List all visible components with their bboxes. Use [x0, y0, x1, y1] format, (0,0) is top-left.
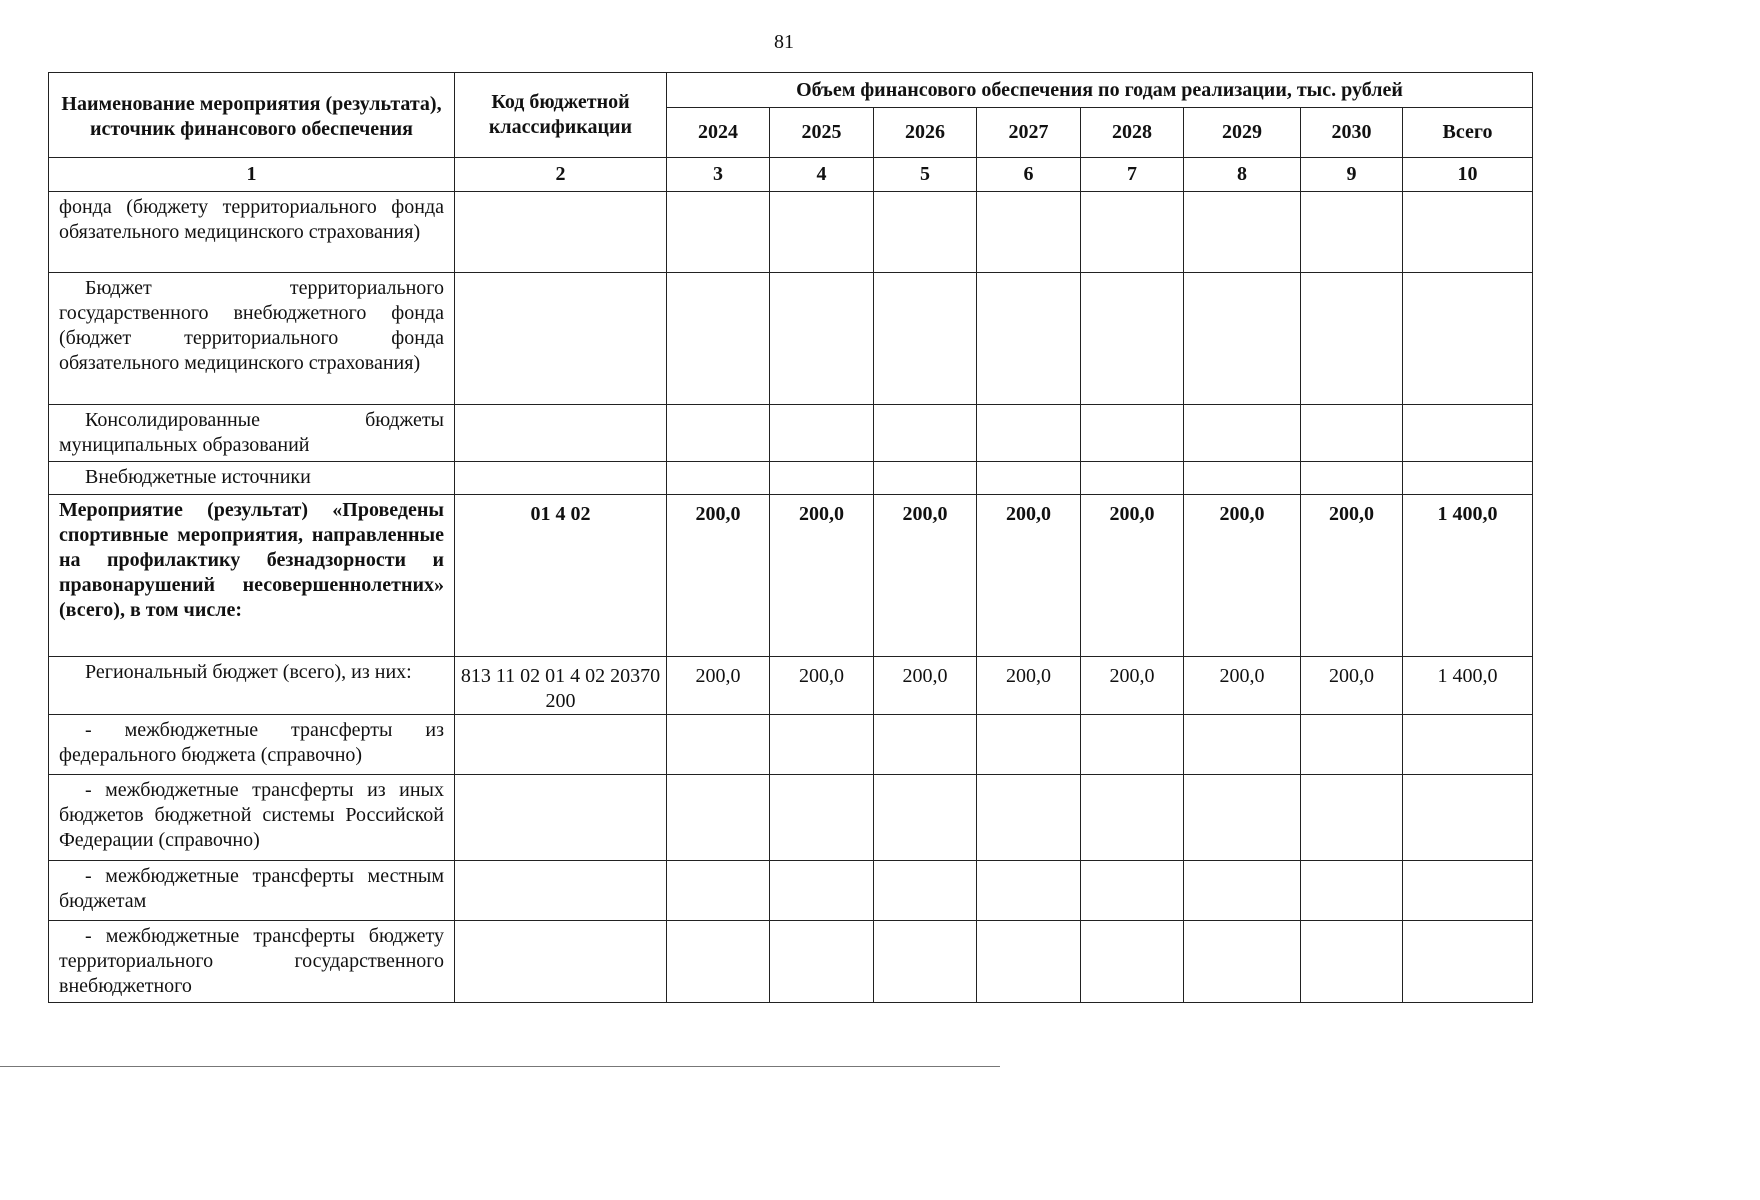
- row-value: 200,0: [667, 495, 770, 657]
- row-value: [977, 462, 1081, 495]
- table-row: [49, 921, 1533, 1003]
- row-name: Бюджет территориального государственного внебюджетного фонда (бюджет территориального фонда обязательного медицинского страхования): [49, 273, 455, 405]
- column-number: 5: [874, 158, 977, 192]
- row-value: 200,0: [770, 495, 874, 657]
- row-value: [770, 192, 874, 273]
- column-number: 4: [770, 158, 874, 192]
- row-value: [1081, 462, 1184, 495]
- header-year: 2028: [1081, 108, 1184, 158]
- row-value: 200,0: [1184, 495, 1301, 657]
- row-value: [1081, 273, 1184, 405]
- table-row: [49, 192, 1533, 273]
- row-code: 813 11 02 01 4 02 20370 200: [455, 657, 667, 715]
- row-value: [1184, 921, 1301, 1003]
- row-value: [874, 861, 977, 921]
- header-year: 2029: [1184, 108, 1301, 158]
- row-value: [1403, 462, 1533, 495]
- row-value: [977, 715, 1081, 775]
- table-row: [49, 405, 1533, 462]
- row-value: [1301, 405, 1403, 462]
- header-year: 2027: [977, 108, 1081, 158]
- row-value: [874, 192, 977, 273]
- row-value: [1081, 861, 1184, 921]
- row-name: Мероприятие (результат) «Проведены спортивные мероприятия, направленные на профилактику безнадзорности и правонарушений несовершеннолетних» (всего), в том числе:: [49, 495, 455, 657]
- row-value: [1081, 715, 1184, 775]
- column-number: 10: [1403, 158, 1533, 192]
- row-value: [1301, 715, 1403, 775]
- column-number: 9: [1301, 158, 1403, 192]
- table-row: [49, 657, 1533, 715]
- header-code-column: Код бюджетной классификации: [455, 73, 667, 158]
- row-value: [770, 273, 874, 405]
- row-value: 200,0: [1301, 495, 1403, 657]
- row-name: Консолидированные бюджеты муниципальных образований: [49, 405, 455, 462]
- row-name: - межбюджетные трансферты из иных бюджетов бюджетной системы Российской Федерации (справочно): [49, 775, 455, 861]
- row-value: [667, 273, 770, 405]
- row-value: 200,0: [874, 657, 977, 715]
- financing-table: [48, 72, 1533, 1003]
- row-code: [455, 715, 667, 775]
- row-value: [1184, 405, 1301, 462]
- row-value: [667, 921, 770, 1003]
- table-row: [49, 495, 1533, 657]
- row-value: [1403, 861, 1533, 921]
- row-value: [874, 273, 977, 405]
- header-year: 2025: [770, 108, 874, 158]
- row-value: [1301, 462, 1403, 495]
- row-value: [977, 861, 1081, 921]
- row-value: [1403, 921, 1533, 1003]
- row-code: [455, 462, 667, 495]
- row-value: [667, 462, 770, 495]
- row-value: 1 400,0: [1403, 495, 1533, 657]
- row-value: [1301, 921, 1403, 1003]
- header-year: 2024: [667, 108, 770, 158]
- row-code: [455, 405, 667, 462]
- column-number: 8: [1184, 158, 1301, 192]
- header-funding-group: Объем финансового обеспечения по годам реализации, тыс. рублей: [667, 73, 1533, 108]
- row-value: [977, 775, 1081, 861]
- row-value: [770, 405, 874, 462]
- row-value: [1184, 462, 1301, 495]
- row-value: [874, 715, 977, 775]
- table-row: [49, 462, 1533, 495]
- row-value: 200,0: [1081, 495, 1184, 657]
- row-value: [667, 861, 770, 921]
- row-name: - межбюджетные трансферты бюджету территориального государственного внебюджетного: [49, 921, 455, 1003]
- row-code: [455, 921, 667, 1003]
- row-value: [667, 405, 770, 462]
- row-value: [1301, 273, 1403, 405]
- table-row: [49, 861, 1533, 921]
- row-value: 200,0: [874, 495, 977, 657]
- row-value: [874, 921, 977, 1003]
- row-value: [874, 775, 977, 861]
- page-number: 81: [774, 31, 794, 53]
- row-value: [1081, 921, 1184, 1003]
- row-value: [1081, 192, 1184, 273]
- row-value: 200,0: [977, 657, 1081, 715]
- row-value: [1081, 775, 1184, 861]
- column-number: 6: [977, 158, 1081, 192]
- row-value: [1403, 775, 1533, 861]
- header-year: 2030: [1301, 108, 1403, 158]
- row-code: 01 4 02: [455, 495, 667, 657]
- row-value: [1184, 273, 1301, 405]
- row-value: [667, 192, 770, 273]
- row-value: [1403, 273, 1533, 405]
- row-value: [1081, 405, 1184, 462]
- row-value: [1184, 861, 1301, 921]
- row-code: [455, 273, 667, 405]
- row-value: 200,0: [1301, 657, 1403, 715]
- row-value: [770, 861, 874, 921]
- row-code: [455, 775, 667, 861]
- row-value: [667, 775, 770, 861]
- row-value: [667, 715, 770, 775]
- row-value: [1301, 192, 1403, 273]
- row-value: [770, 715, 874, 775]
- row-value: 200,0: [977, 495, 1081, 657]
- row-value: 1 400,0: [1403, 657, 1533, 715]
- row-value: [1184, 192, 1301, 273]
- column-number: 7: [1081, 158, 1184, 192]
- row-value: 200,0: [667, 657, 770, 715]
- column-number: 1: [49, 158, 455, 192]
- row-name: фонда (бюджету территориального фонда обязательного медицинского страхования): [49, 192, 455, 273]
- row-name: Внебюджетные источники: [49, 462, 455, 495]
- row-code: [455, 192, 667, 273]
- row-value: [977, 921, 1081, 1003]
- table-row: [49, 775, 1533, 861]
- row-name: Региональный бюджет (всего), из них:: [49, 657, 455, 715]
- row-name: - межбюджетные трансферты местным бюджетам: [49, 861, 455, 921]
- row-value: 200,0: [770, 657, 874, 715]
- row-value: 200,0: [1081, 657, 1184, 715]
- header-total: Всего: [1403, 108, 1533, 158]
- row-value: [874, 405, 977, 462]
- row-value: [770, 921, 874, 1003]
- row-value: [770, 775, 874, 861]
- column-number-row: [49, 158, 1533, 192]
- row-value: [1184, 775, 1301, 861]
- row-value: [977, 192, 1081, 273]
- table-row: [49, 715, 1533, 775]
- header-name-column: Наименование мероприятия (результата), источник финансового обеспечения: [49, 73, 455, 158]
- row-value: [1184, 715, 1301, 775]
- row-value: [874, 462, 977, 495]
- header-year: 2026: [874, 108, 977, 158]
- row-name: - межбюджетные трансферты из федерального бюджета (справочно): [49, 715, 455, 775]
- row-value: [1403, 715, 1533, 775]
- row-value: [1403, 192, 1533, 273]
- row-value: [1301, 861, 1403, 921]
- table-row: [49, 273, 1533, 405]
- row-code: [455, 861, 667, 921]
- page-bottom-rule: [0, 1066, 1000, 1067]
- row-value: [1403, 405, 1533, 462]
- row-value: [1301, 775, 1403, 861]
- column-number: 2: [455, 158, 667, 192]
- row-value: [977, 405, 1081, 462]
- row-value: 200,0: [1184, 657, 1301, 715]
- row-value: [977, 273, 1081, 405]
- column-number: 3: [667, 158, 770, 192]
- row-value: [770, 462, 874, 495]
